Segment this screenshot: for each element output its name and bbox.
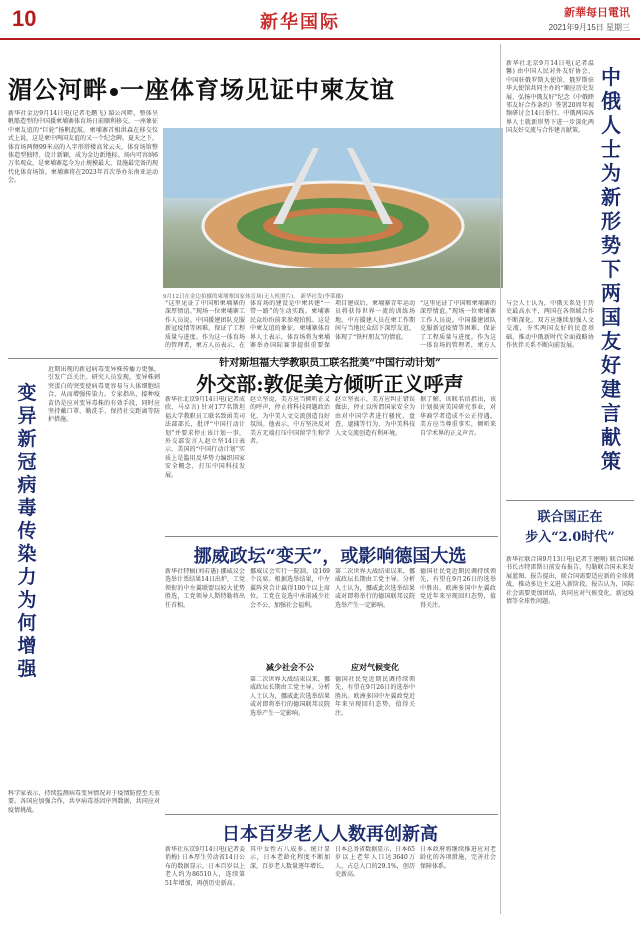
divider bbox=[506, 500, 634, 501]
paper-date: 2021年9月15日 星期三 bbox=[548, 23, 630, 32]
foreign-ministry-kicker: 针对斯坦福大学教职员工联名批美“中国行动计划” bbox=[219, 358, 441, 369]
norway-column-1: 新华社特稿(刘若愚) 挪威议会选举计票结果14日出炉，工党领衔的中左翼联盟以较大优势胜选，工党领导人斯特勒将出任首相。 bbox=[165, 568, 245, 609]
right-column-body: 新华社北京9月14日电(记者温馨) 由中国人民对外友好协会、中国驻俄罗斯大使馆、俄罗斯驻华大使馆共同主办的“顺应历史发展、弘扬中俄友好”纪念《中俄睦邻友好合作条约》签署20周年视频研讨会14日举行。中俄两国各界人士就新形势下进一步深化两国友好交流与合作建言献策。 bbox=[506, 60, 594, 135]
lead-column-4: 项目建成后，柬埔寨青年运动员将获得世界一流的训练场地。中方援建人员在柬工作期间与当地民众结下深厚友谊，体现了“铁杆朋友”的情谊。 bbox=[335, 300, 415, 341]
fm-column-1: 新华社北京9月14日电(记者成欣、马卓言) 针对177名斯坦福大学教职员工联名致函美司法部部长，批评“中国行动计划”并要求停止该计划一事，外交部发言人赵立坚14日表示，美国的“中国行动计划”实质上是滥用反华势力编织国家安全概念，打压中国科技发展。 bbox=[165, 396, 245, 479]
norway-column-3b: 德国社民党近期民调持续领先，有望在9月26日的选举中胜出。欧洲多国中左翼政党近年来呈现回归态势，值得关注。 bbox=[335, 676, 415, 717]
stadium-illustration bbox=[163, 128, 503, 288]
norway-column-2: 挪威议会实行一院制，设169个议席。根据选举结果，中左翼阵营合计赢得100个以上席位。工党在竞选中承诺减少社会不公，加强社会福利。 bbox=[250, 568, 330, 609]
un-headline-line-2: 步入“2.0时代” bbox=[525, 530, 615, 545]
right-vertical-headline: 中俄人士为新形势下两国友好建言献策 bbox=[601, 65, 621, 473]
paper-name: 新華每日電讯 bbox=[564, 6, 630, 19]
photo-caption: 9月12日在金边拍摄的柬埔寨国家体育场(无人机照片)。 新华社发(李莱摄) bbox=[163, 294, 344, 300]
fm-column-3: 赵立坚表示，美方应纠正错误做法，停止以所谓国家安全为由对中国学者进行骚扰、盘查、逮捕等行为，为中美科技人文交流创造有利环境。 bbox=[335, 396, 415, 437]
right-column-body-2: 与会人士认为，中俄关系处于历史最高水平，两国在各领域合作不断深化。双方应继续加强人文交流，夯实两国友好的民意基础，推动中俄新时代全面战略协作伙伴关系不断向前发展。 bbox=[506, 300, 594, 350]
japan-headline: 日本百岁老人人数再创新高 bbox=[222, 824, 438, 845]
un-headline-line-1: 联合国正在 bbox=[537, 510, 603, 525]
norway-column-3: 第二次世界大战结束以来，挪威政坛长期由工党主导。分析人士认为，挪威此次选举结果或对即将举行的德国联邦议院选举产生一定影响。 bbox=[335, 568, 415, 609]
norway-column-4: 德国社民党近期民调持续领先，有望在9月26日的选举中胜出。欧洲多国中左翼政党近年来呈现回归态势，值得关注。 bbox=[420, 568, 496, 609]
norway-subhead-2: 应对气候变化 bbox=[351, 662, 399, 672]
lead-column-5: “这里见证了中国和柬埔寨的深厚情谊。”现场一位柬埔寨工作人员说。中国援建团队克服新冠疫情等困难，保证了工程质量与进度。作为这一体育场的管理者，柬方人 bbox=[420, 300, 496, 350]
headline-dot bbox=[110, 88, 118, 96]
foreign-ministry-headline: 外交部:敦促美方倾听正义呼声 bbox=[196, 372, 464, 396]
japan-column-3: 日本总务省数据显示，日本65岁以上老年人口达3640万人，占总人口的29.1%，创历史新高。 bbox=[335, 846, 415, 879]
left-column-body: 近期出现的新冠病毒变异株传播力更强，引发广泛关注。研究人员发现，变异株刺突蛋白的突变使病毒更容易与人体细胞结合，从而增强传染力。专家指出，接种疫苗仍是应对变异毒株的有效手段，同时应坚持戴口罩、勤洗手、保持社交距离等防护措施。 bbox=[48, 366, 160, 424]
divider bbox=[165, 814, 498, 815]
japan-column-1: 新华社东京9月14日电(记者姜俏梅) 日本厚生劳动省14日公布的数据显示，日本百岁以上老人约为86510人，连续第51年增加，再创历史新高。 bbox=[165, 846, 245, 887]
fm-column-2: 赵立坚说，美方应当倾听正义的呼声，停止将科技问题政治化，为中美人文交流创造良好氛围。他表示，中方坚决反对美方无端打压中国留学生和学者。 bbox=[250, 396, 330, 446]
norway-headline: 挪威政坛“变天”，或影响德国大选 bbox=[193, 546, 467, 567]
masthead bbox=[0, 0, 640, 40]
japan-column-2: 其中女性占八成多。统计显示，日本老龄化程度不断加深，百岁老人数量逐年增长。 bbox=[250, 846, 330, 870]
lead-headline-part-b: 一座体育场见证中柬友谊 bbox=[120, 75, 395, 104]
page-number: 10 bbox=[12, 6, 37, 31]
stadium-photo bbox=[163, 128, 503, 288]
norway-column-2b: 第二次世界大战结束以来，挪威政坛长期由工党主导。分析人士认为，挪威此次选举结果或对即将举行的德国联邦议院选举产生一定影响。 bbox=[250, 676, 330, 717]
lead-headline-part-a: 湄公河畔 bbox=[8, 75, 108, 104]
column-rule bbox=[500, 44, 501, 914]
un-column-body: 新华社联合国9月13日电(记者王建刚) 联合国秘书长古特雷斯日前发布报告，勾勒联合国未来发展蓝图。报告提出，联合国需要适应新的全球挑战，推动多边主义进入新阶段。报告认为，国际社会需要更加团结，共同应对气候变化、新冠疫情等全球性问题。 bbox=[506, 556, 634, 606]
lead-column-1: 新华社金边9月14日电(记者毛鹏飞) 湄公河畔，整体呈帆船造型的中国援柬埔寨体育场日前顺利移交，一座象征中柬友谊的“巨轮”扬帆起航。柬埔寨首相洪森在移交仪式上说，这是柬中两国友谊的又一个纪念碑。夏天之下，体育场两侧99米高的入字形塔楼高耸云天，体育场馆整体造型独特、设计新颖，成为金边新地标。场内可容纳6万名观众，是柬埔寨迄今为止规模最大、设施最完备的现代化体育场馆。柬埔寨将在2023年首次举办东南亚运动会。 bbox=[8, 110, 158, 185]
lead-headline bbox=[8, 70, 488, 105]
japan-column-4: 日本政府将继续推进应对老龄化的各项措施，完善社会保障体系。 bbox=[420, 846, 496, 870]
lead-column-3: 体育场的建设是中柬共建“一带一路”的生动实践。柬埔寨民众纷纷前来参观拍照。这是中柬友谊的象征。柬埔寨体育界人士表示，体育场将为柬埔寨举办国际赛事提供重要保 bbox=[250, 300, 330, 350]
un-headline bbox=[508, 508, 632, 548]
section-title: 新华国际 bbox=[260, 12, 340, 33]
fm-column-4: 据了解，该联名信指出，该计划损害美国研究事业，对华裔学者造成不公正待遇。美方应当尊重事实，倾听来自学术界的正义声音。 bbox=[420, 396, 496, 437]
norway-subhead-1: 减少社会不公 bbox=[266, 662, 314, 672]
left-vertical-headline: 变异新冠病毒传染力为何增强 bbox=[17, 382, 37, 680]
left-column-body-2: 科学家表示，持续监测病毒变异情况对于疫情防控至关重要。各国应加强合作，共享病毒基因序列数据，共同应对疫情挑战。 bbox=[8, 790, 160, 814]
lead-column-2: “这里见证了中国和柬埔寨的深厚情谊。”现场一位柬埔寨工作人员说。中国援建团队克服新冠疫情等困难，保证了工程质量与进度。作为这一体育场的管理者，柬方人员表示，在 bbox=[165, 300, 245, 350]
divider bbox=[165, 536, 498, 537]
